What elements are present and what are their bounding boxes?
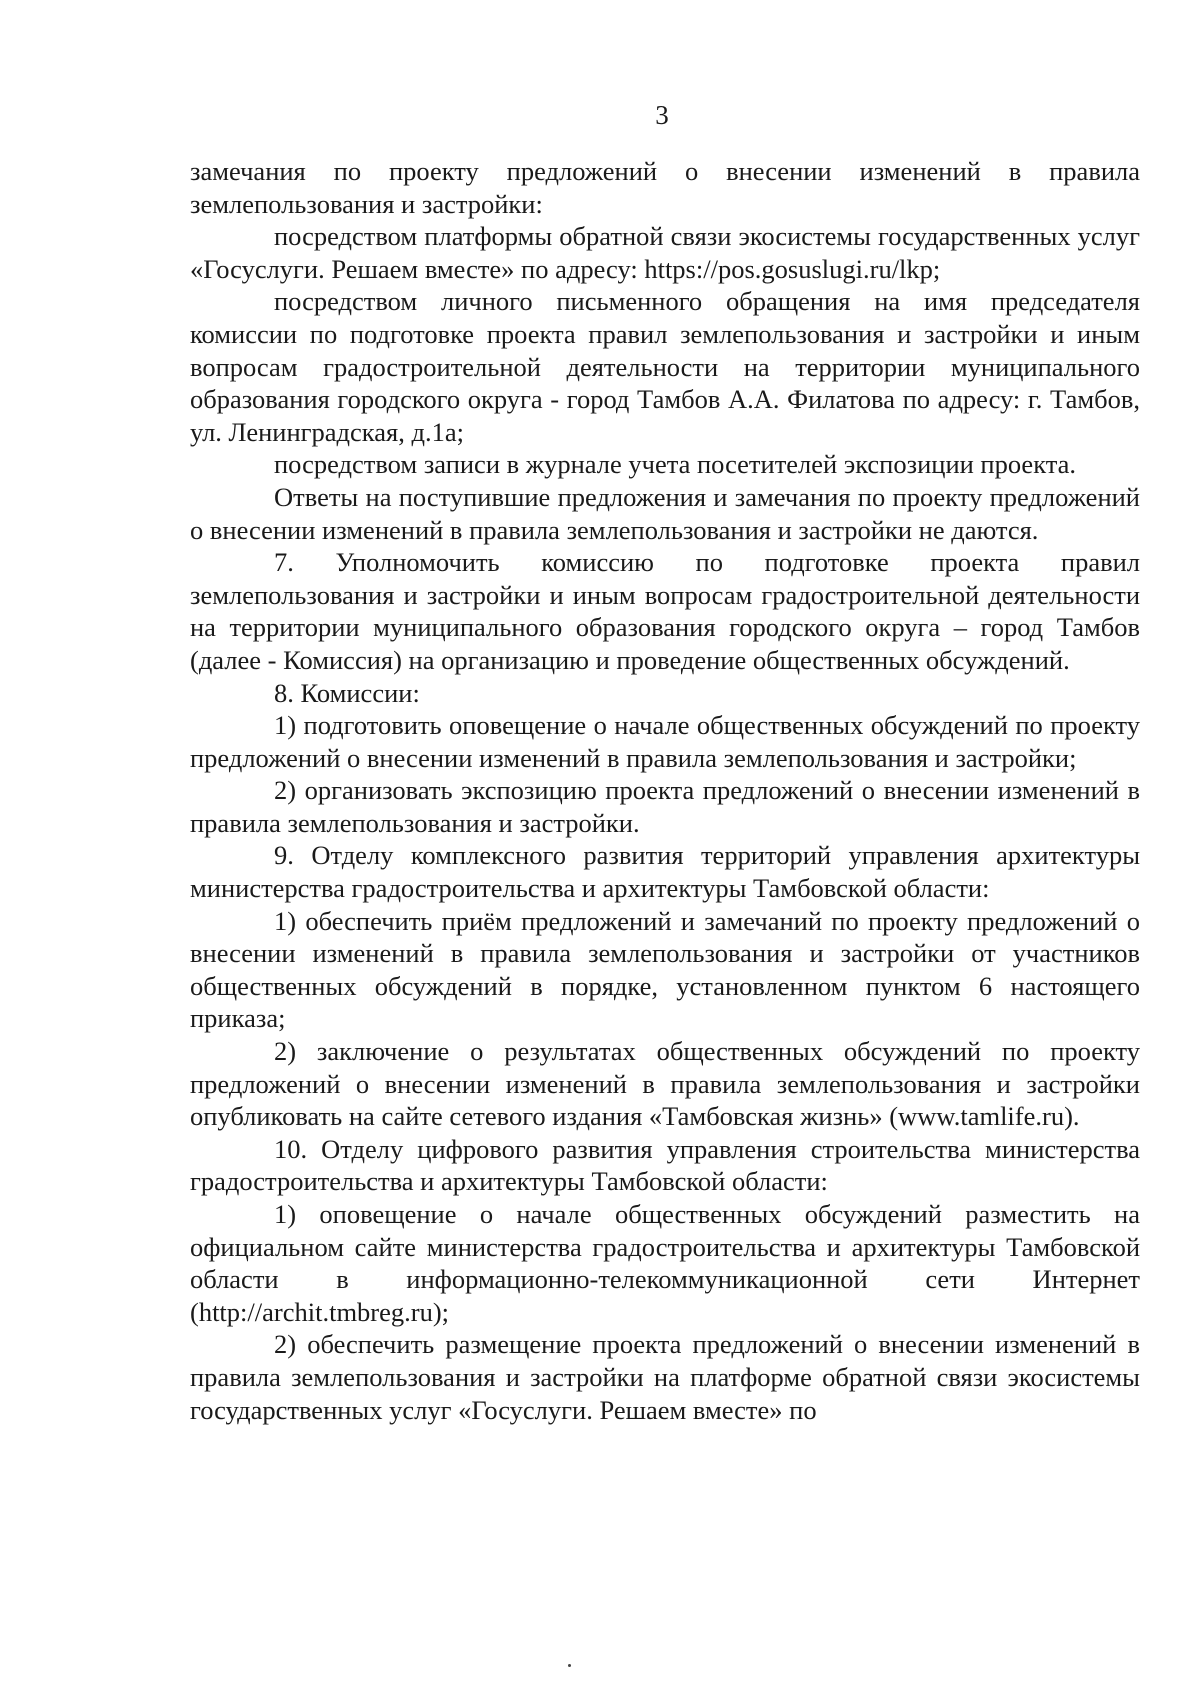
paragraph-subitem: 2) обеспечить размещение проекта предложений о внесении изменений в правила землепользования и застройки на платформе обратной связи экосистемы государственных услуг «Госуслуги. Решаем вместе» по [190,1329,1140,1425]
document-body [190,155,1140,1426]
paragraph-item-8: 8. Комиссии: [274,677,420,708]
paragraph: Ответы на поступившие предложения и замечания по проекту предложений о внесении изменений в правила землепользования и застройки не даются. [190,481,1140,545]
paragraph-subitem: 2) организовать экспозицию проекта предложений о внесении изменений в правила землепользования и застройки. [190,775,1140,838]
paragraph-subitem: 1) подготовить оповещение о начале общественных обсуждений по проекту предложений о внесении изменений в правила землепользования и застройки; [190,710,1140,773]
paragraph-item-7: 7. Уполномочить комиссию по подготовке проекта правил землепользования и застройки и иным вопросам градостроительной деятельности на территории муниципального образования городского округа – город Тамбов (далее - Комиссия) на организацию и проведение общественных обсуждений. [190,547,1140,675]
paragraph-subitem: 1) обеспечить приём предложений и замечаний по проекту предложений о внесении изменений в правила землепользования и застройки от участников общественных обсуждений в порядке, установленном пунктом 6 настоящего приказа; [190,905,1140,1034]
page-number: 3 [655,100,669,130]
paragraph-item-10: 10. Отделу цифрового развития управления строительства министерства градостроительства и архитектуры Тамбовской области: [190,1133,1140,1197]
paragraph-subitem: 2) заключение о результатах общественных обсуждений по проекту предложений о внесении изменений в правила землепользования и застройки опубликовать на сайте сетевого издания «Тамбовская жизнь» (www.tamlife.ru). [190,1036,1140,1132]
paragraph-item-9: 9. Отделу комплексного развития территорий управления архитектуры министерства градостроительства и архитектуры Тамбовской области: [190,840,1140,904]
paragraph: посредством платформы обратной связи экосистемы государственных услуг «Госуслуги. Решаем вместе» по адресу: https://pos.gosuslugi.ru/lkp; [190,221,1140,284]
paragraph: посредством личного письменного обращения на имя председателя комиссии по подготовке проекта правил землепользования и застройки и иным вопросам градостроительной деятельности на территории муниципального образования городского округа - город Тамбов А.А. Филатова по адресу: г. Тамбов, ул. Ленинградская, д.1а; [190,286,1140,447]
paragraph: посредством записи в журнале учета посетителей экспозиции проекта. [274,449,1077,480]
paragraph: замечания по проекту предложений о внесении изменений в правила землепользования и застройки: [190,156,1140,219]
paragraph-subitem: 1) оповещение о начале общественных обсуждений разместить на официальном сайте министерства градостроительства и архитектуры Тамбовской области в информационно-телекоммуникационной сети Интернет (http://archit.tmbreg.ru); [190,1199,1140,1327]
scan-speck [568,1664,571,1667]
